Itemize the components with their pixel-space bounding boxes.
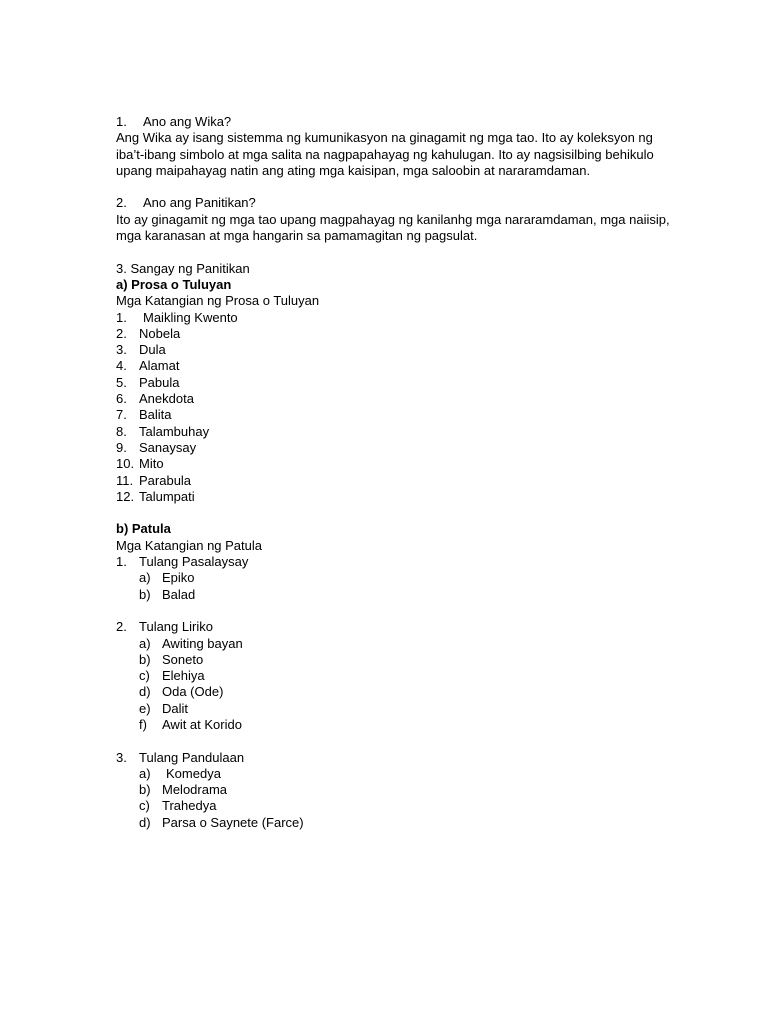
list-item-number: 9. bbox=[116, 439, 127, 455]
spacer bbox=[116, 244, 676, 260]
group-label: Tulang Liriko bbox=[139, 619, 213, 635]
list-item-label: Anekdota bbox=[139, 391, 194, 407]
sub-item-letter: b) bbox=[139, 586, 151, 602]
list-item-number: 7. bbox=[116, 407, 127, 423]
list-item-label: Sanaysay bbox=[139, 439, 197, 455]
q2-heading bbox=[116, 195, 676, 211]
q3-heading: 3. Sangay ng Panitikan bbox=[116, 260, 250, 276]
sub-list-item bbox=[116, 717, 676, 733]
sub-item-letter: b) bbox=[139, 651, 151, 667]
sub-item-letter: d) bbox=[139, 814, 151, 830]
list-item-number: 10. bbox=[116, 456, 135, 472]
patula-group-heading bbox=[116, 554, 676, 570]
spacer bbox=[116, 179, 676, 195]
sub-item-letter: b) bbox=[139, 782, 151, 798]
list-item-label: Talambuhay bbox=[139, 423, 210, 439]
group-number: 2. bbox=[116, 619, 127, 635]
list-item bbox=[116, 473, 676, 489]
q1-answer-line: Ang Wika ay isang sistemma ng kumunikasyon na ginagamit ng mga tao. Ito ay koleksyon ng bbox=[116, 130, 653, 146]
sub-item-label: Melodrama bbox=[162, 782, 228, 798]
list-item bbox=[116, 358, 676, 374]
sub-list-item bbox=[116, 652, 676, 668]
list-item bbox=[116, 310, 676, 326]
prosa-subheading: Mga Katangian ng Prosa o Tuluyan bbox=[116, 293, 320, 309]
list-item-number: 5. bbox=[116, 374, 127, 390]
group-number: 3. bbox=[116, 749, 127, 765]
q1-number: 1. bbox=[116, 114, 127, 129]
list-item-label: Talumpati bbox=[139, 488, 195, 504]
list-item-number: 6. bbox=[116, 391, 127, 407]
group-label: Tulang Pasalaysay bbox=[139, 554, 249, 570]
sub-item-label: Komedya bbox=[166, 765, 221, 781]
sub-list-item bbox=[116, 782, 676, 798]
sub-item-label: Soneto bbox=[162, 651, 204, 667]
list-item bbox=[116, 326, 676, 342]
list-item-number: 11. bbox=[116, 472, 134, 488]
list-item-number: 2. bbox=[116, 325, 127, 341]
patula-group-heading bbox=[116, 619, 676, 635]
list-item bbox=[116, 440, 676, 456]
sub-list-item bbox=[116, 766, 676, 782]
sub-item-letter: a) bbox=[139, 570, 151, 586]
group-label: Tulang Pandulaan bbox=[139, 749, 245, 765]
q2-title: Ano ang Panitikan? bbox=[143, 195, 256, 211]
list-item-label: Maikling Kwento bbox=[143, 309, 238, 325]
q1-heading bbox=[116, 114, 676, 130]
sub-item-label: Trahedya bbox=[162, 798, 217, 814]
list-item bbox=[116, 424, 676, 440]
q1-answer-line: upang maipahayag natin ang ating mga kaisipan, mga saloobin at nararamdaman. bbox=[116, 162, 591, 178]
list-item-number: 3. bbox=[116, 342, 127, 358]
list-item bbox=[116, 456, 676, 472]
list-item-label: Alamat bbox=[139, 358, 180, 374]
sub-list-item bbox=[116, 684, 676, 700]
patula-subheading: Mga Katangian ng Patula bbox=[116, 537, 262, 553]
list-item-number: 8. bbox=[116, 423, 127, 439]
list-item bbox=[116, 489, 676, 505]
list-item bbox=[116, 342, 676, 358]
q2-answer-line: Ito ay ginagamit ng mga tao upang magpahayag ng kanilanhg mga nararamdaman, mga naiisip, bbox=[116, 211, 670, 227]
sub-item-letter: a) bbox=[139, 635, 151, 651]
sub-list-item bbox=[116, 587, 676, 603]
list-item bbox=[116, 407, 676, 423]
sub-item-letter: f) bbox=[139, 716, 147, 732]
sub-list-item bbox=[116, 570, 676, 586]
q1-title: Ano ang Wika? bbox=[143, 114, 232, 129]
group-number: 1. bbox=[116, 554, 127, 570]
spacer bbox=[116, 505, 676, 521]
sub-list-item bbox=[116, 798, 676, 814]
prosa-list bbox=[116, 310, 676, 506]
spacer bbox=[116, 733, 676, 749]
patula-group-heading bbox=[116, 750, 676, 766]
sub-item-label: Awit at Korido bbox=[162, 716, 242, 732]
sub-list-item bbox=[116, 636, 676, 652]
sub-item-letter: c) bbox=[139, 798, 150, 814]
sub-item-label: Elehiya bbox=[162, 668, 205, 684]
sub-item-letter: c) bbox=[139, 668, 150, 684]
sub-list-item bbox=[116, 668, 676, 684]
prosa-heading: a) Prosa o Tuluyan bbox=[116, 276, 232, 292]
q1-answer-line: iba’t-ibang simbolo at mga salita na nagpapahayag ng kahulugan. Ito ay nagsisilbing behikulo bbox=[116, 146, 654, 162]
q2-answer-line: mga karanasan at mga hangarin sa pamamagitan ng pagsulat. bbox=[116, 228, 478, 244]
spacer bbox=[116, 603, 676, 619]
sub-item-letter: a) bbox=[139, 765, 151, 781]
list-item-number: 4. bbox=[116, 358, 127, 374]
document-page bbox=[116, 114, 676, 831]
sub-item-letter: d) bbox=[139, 684, 151, 700]
list-item-label: Nobela bbox=[139, 325, 181, 341]
q2-number: 2. bbox=[116, 195, 127, 211]
sub-item-label: Awiting bayan bbox=[162, 635, 243, 651]
sub-list-item bbox=[116, 701, 676, 717]
sub-item-label: Parsa o Saynete (Farce) bbox=[162, 814, 304, 830]
list-item-label: Balita bbox=[139, 407, 172, 423]
sub-item-label: Oda (Ode) bbox=[162, 684, 224, 700]
list-item-number: 1. bbox=[116, 309, 127, 325]
list-item bbox=[116, 391, 676, 407]
sub-list-item bbox=[116, 815, 676, 831]
list-item bbox=[116, 375, 676, 391]
sub-item-label: Dalit bbox=[162, 700, 189, 716]
list-item-label: Mito bbox=[139, 456, 164, 472]
sub-item-label: Epiko bbox=[162, 570, 195, 586]
list-item-label: Dula bbox=[139, 342, 166, 358]
sub-item-letter: e) bbox=[139, 700, 151, 716]
sub-item-label: Balad bbox=[162, 586, 196, 602]
patula-heading: b) Patula bbox=[116, 521, 171, 537]
list-item-label: Pabula bbox=[139, 374, 180, 390]
list-item-number: 12. bbox=[116, 488, 135, 504]
list-item-label: Parabula bbox=[139, 472, 192, 488]
